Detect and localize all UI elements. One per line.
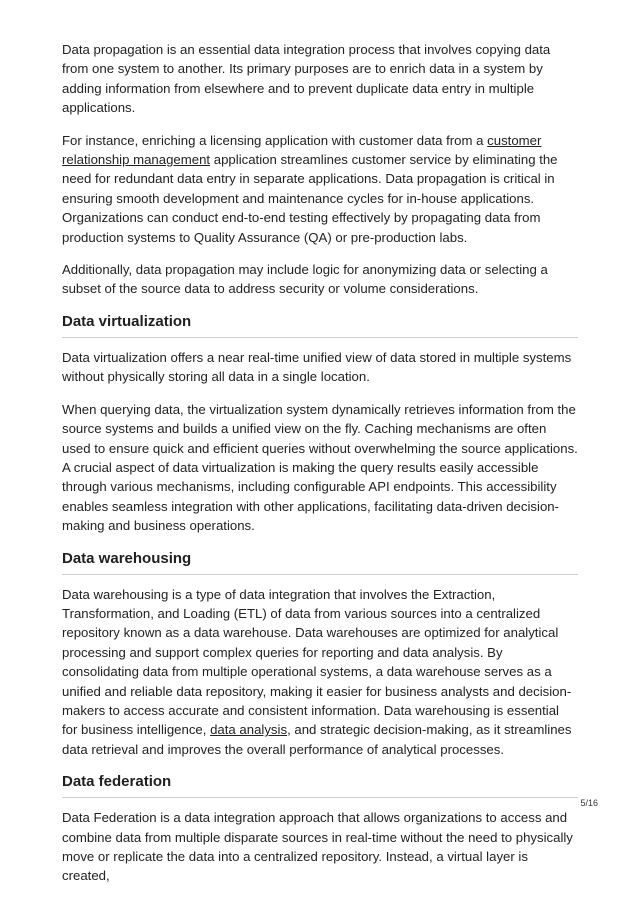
intro-paragraph-3: Additionally, data propagation may include logic for anonymizing data or selecting a subset of the source data to address security or volume considerations.: [62, 262, 548, 297]
virtualization-paragraph-2: When querying data, the virtualization system dynamically retrieves information from the source systems and builds a unified view on the fly. Caching mechanisms are often used to ensure quick and efficient queries without overwhelming the source applications. A crucial aspect of data virtualization is making the query results easily accessible through various mechanisms, including configurable API endpoints. This accessibility enables seamless integration with other applications, facilitating data-driven decision-making and business operations.: [62, 401, 578, 534]
data-warehousing-heading: Data warehousing: [62, 549, 578, 575]
intro-paragraph-2: [62, 131, 578, 247]
data-virtualization-heading: Data virtualization: [62, 312, 578, 338]
intro-paragraph-2-start: For instance, enriching a licensing application with customer data from a: [62, 132, 488, 148]
intro-paragraph-1: Data propagation is an essential data integration process that involves copying data from one system to another. Its primary purposes are to enrich data in a system by adding information from elsewhere and to prevent duplicate data entry in multiple applications.: [62, 42, 551, 116]
data-analysis-link[interactable]: data analysis: [210, 722, 288, 738]
warehousing-paragraph-1: [62, 585, 578, 760]
document-content: [62, 40, 578, 899]
warehousing-paragraph-start: Data warehousing is a type of data integration that involves the Extraction, Transformation, and Loading (ETL) of data from various sources into a centralized repository known as a data warehouse. Data warehouses are optimized for analytical processing and support complex queries for reporting and data analysis. By consolidating data from multiple operational systems, a data warehouse serves as a unified and reliable data repository, making it easier for business analysts and decision-makers to access accurate and consistent information. Data warehousing is essential for business intelligence,: [62, 586, 572, 738]
customer-relationship-management-link[interactable]: customer relationship management: [62, 132, 542, 168]
warehousing-paragraph-end: , and strategic decision-making, as it streamlines data retrieval and improves the overall performance of analytical processes.: [62, 722, 572, 757]
federation-paragraph-1: Data Federation is a data integration approach that allows organizations to access and combine data from multiple disparate sources in real-time without the need to physically move or replicate the data into a centralized repository. Instead, a virtual layer is created,: [62, 810, 573, 884]
virtualization-paragraph-1: Data virtualization offers a near real-time unified view of data stored in multiple systems without physically storing all data in a single location.: [62, 349, 572, 385]
intro-paragraph-2-end: application streamlines customer service by eliminating the need for redundant data entry in separate applications. Data propagation is critical in ensuring smooth development and maintenance cycles for in-house applications. Organizations can conduct end-to-end testing effectively by propagating data from production systems to Quality Assurance (QA) or pre-production labs.: [62, 152, 558, 245]
page-number: 5/16: [580, 798, 598, 808]
data-federation-heading: Data federation: [62, 772, 578, 798]
